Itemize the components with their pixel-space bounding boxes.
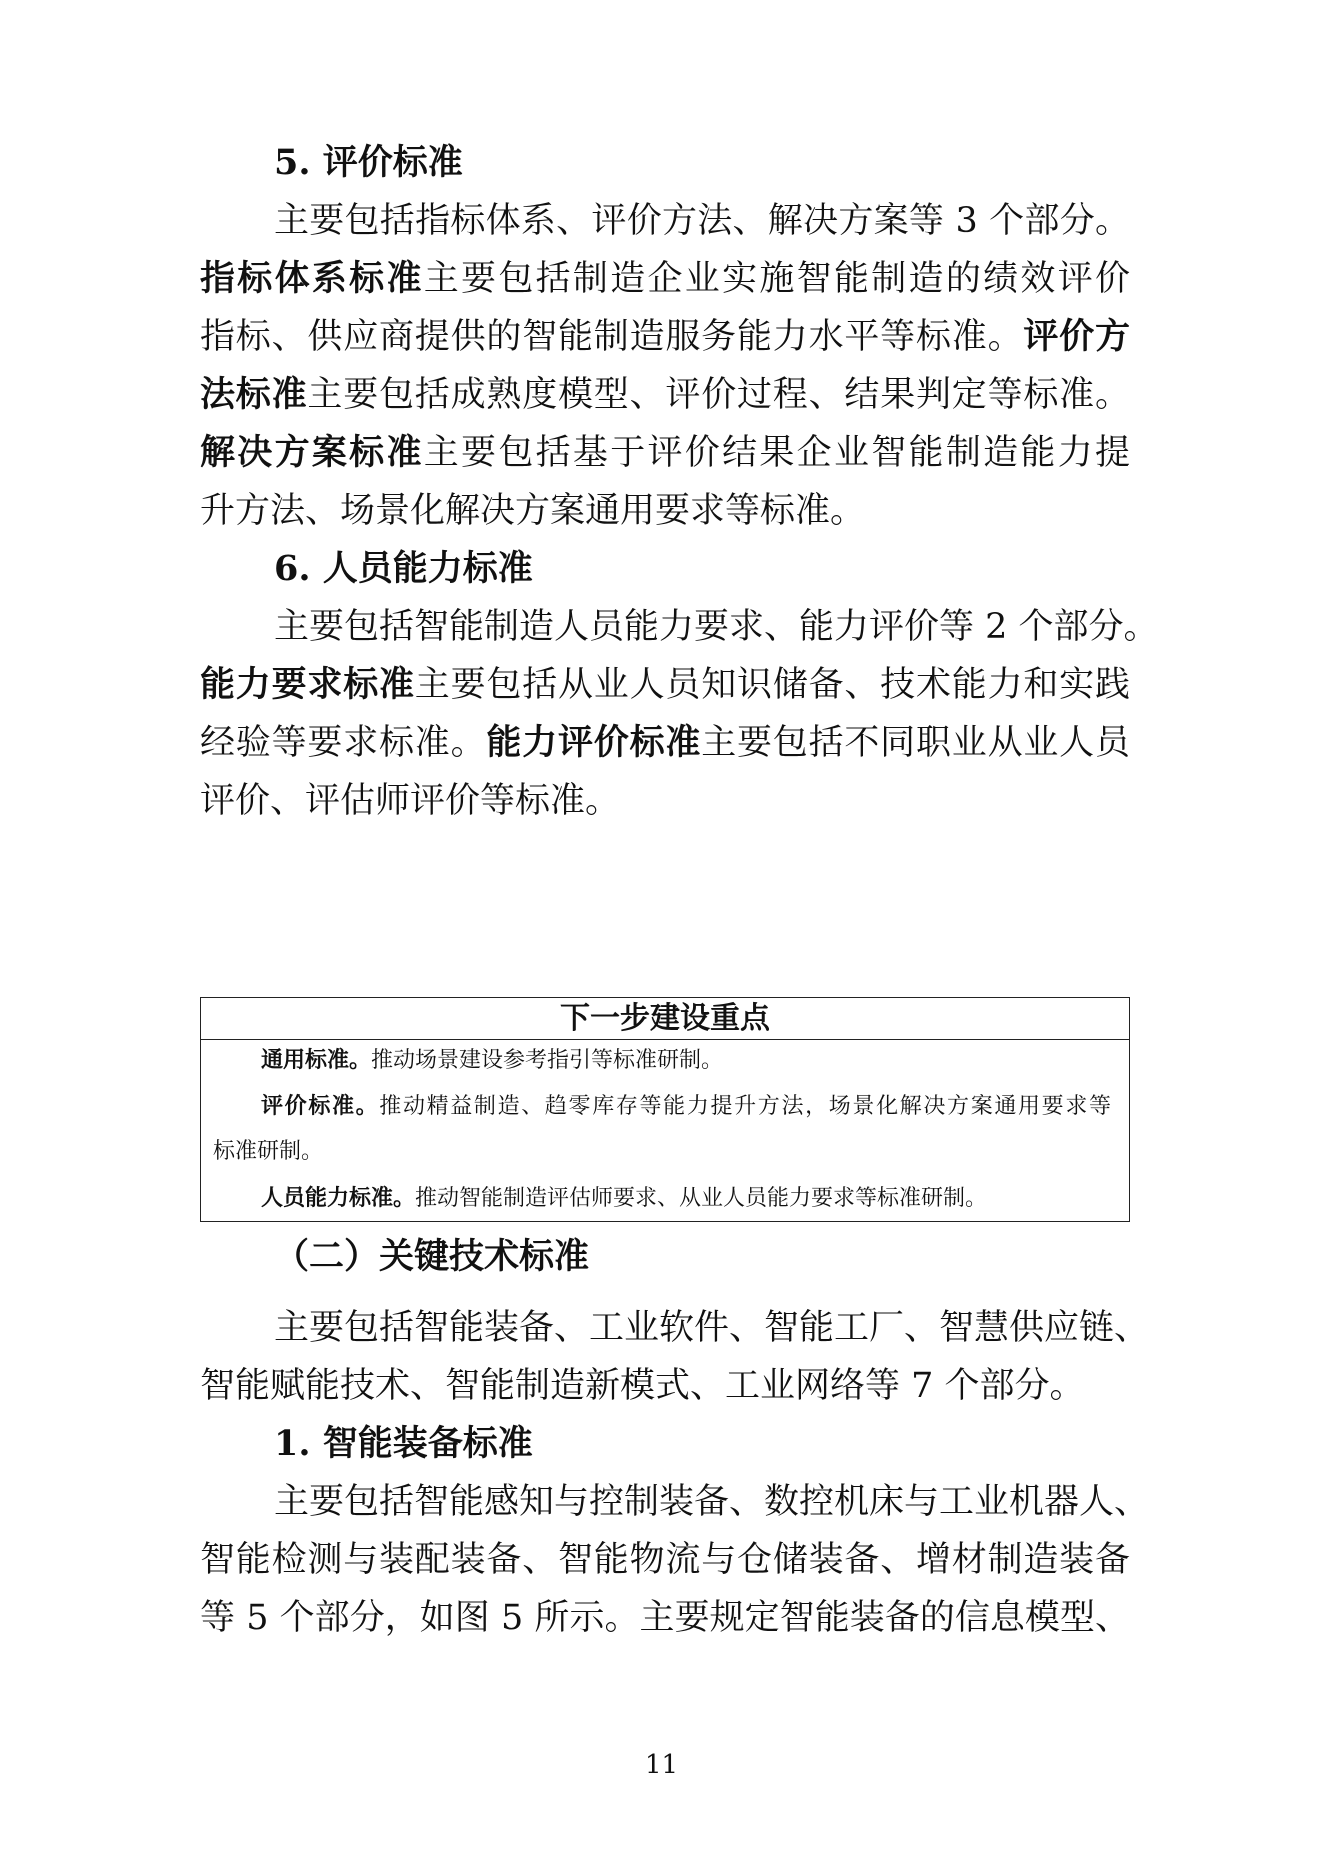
paragraph-line: 智能检测与装配装备、智能物流与仓储装备、增材制造装备 xyxy=(200,1540,1130,1580)
box-item-personnel xyxy=(261,1183,1111,1214)
section-heading-key-tech: （二）关键技术标准 xyxy=(274,1236,590,1277)
line-text: 主要包括不同职业从业人员 xyxy=(701,723,1130,763)
box-item-general xyxy=(261,1045,1111,1076)
bold-term: 人员能力标准。 xyxy=(261,1185,416,1211)
bold-term: 评价标准。 xyxy=(261,1093,380,1119)
box-title: 下一步建设重点 xyxy=(201,998,1129,1040)
paragraph-line xyxy=(200,370,1130,420)
bold-term: 通用标准。 xyxy=(261,1047,372,1073)
bold-term: 能力评价标准 xyxy=(486,722,702,763)
paragraph-line: 智能赋能技术、智能制造新模式、工业网络等 7 个部分。 xyxy=(200,1366,1085,1406)
page-number: 11 xyxy=(644,1750,679,1780)
bold-term: 评价方 xyxy=(1023,316,1130,357)
line-text: 推动场景建设参考指引等标准研制。 xyxy=(371,1048,724,1073)
section-heading-personnel: 6. 人员能力标准 xyxy=(274,548,533,589)
bold-term: 能力要求标准 xyxy=(200,664,415,705)
bold-term: 解决方案标准 xyxy=(200,432,424,473)
bold-term: 指标体系标准 xyxy=(200,258,424,299)
line-text: 主要包括成熟度模型、评价过程、结果判定等标准。 xyxy=(307,375,1130,415)
line-text: 推动精益制造、趋零库存等能力提升方法，场景化解决方案通用要求等 xyxy=(379,1094,1111,1119)
line-text: 指标、供应商提供的智能制造服务能力水平等标准。 xyxy=(200,317,1024,357)
paragraph-line xyxy=(200,718,1130,768)
next-steps-box xyxy=(200,997,1130,1222)
paragraph-line: 主要包括指标体系、评价方法、解决方案等 3 个部分。 xyxy=(274,201,1130,241)
paragraph-line xyxy=(200,254,1130,304)
bold-term: 法标准 xyxy=(200,374,308,415)
line-text: 主要包括从业人员知识储备、技术能力和实践 xyxy=(414,665,1130,705)
paragraph-line: 升方法、场景化解决方案通用要求等标准。 xyxy=(200,491,866,531)
paragraph-line xyxy=(200,660,1130,710)
box-item-evaluation-cont: 标准研制。 xyxy=(213,1139,324,1164)
paragraph-line xyxy=(200,428,1130,478)
paragraph-line: 主要包括智能感知与控制装备、数控机床与工业机器人、 xyxy=(274,1482,1150,1522)
box-item-evaluation xyxy=(261,1091,1111,1122)
line-text: 主要包括基于评价结果企业智能制造能力提 xyxy=(423,433,1130,473)
line-text: 推动智能制造评估师要求、从业人员能力要求等标准研制。 xyxy=(415,1186,988,1211)
paragraph-line xyxy=(200,312,1130,362)
line-text: 经验等要求标准。 xyxy=(200,723,487,763)
paragraph-line: 评价、评估师评价等标准。 xyxy=(200,781,621,821)
paragraph-line: 等 5 个部分，如图 5 所示。主要规定智能装备的信息模型、 xyxy=(200,1598,1130,1638)
paragraph-line: 主要包括智能装备、工业软件、智能工厂、智慧供应链、 xyxy=(274,1308,1150,1348)
line-text: 主要包括制造企业实施智能制造的绩效评价 xyxy=(423,259,1130,299)
paragraph-line: 主要包括智能制造人员能力要求、能力评价等 2 个部分。 xyxy=(274,607,1159,647)
section-heading-evaluation: 5. 评价标准 xyxy=(274,142,463,183)
section-heading-equipment: 1. 智能装备标准 xyxy=(274,1423,533,1464)
